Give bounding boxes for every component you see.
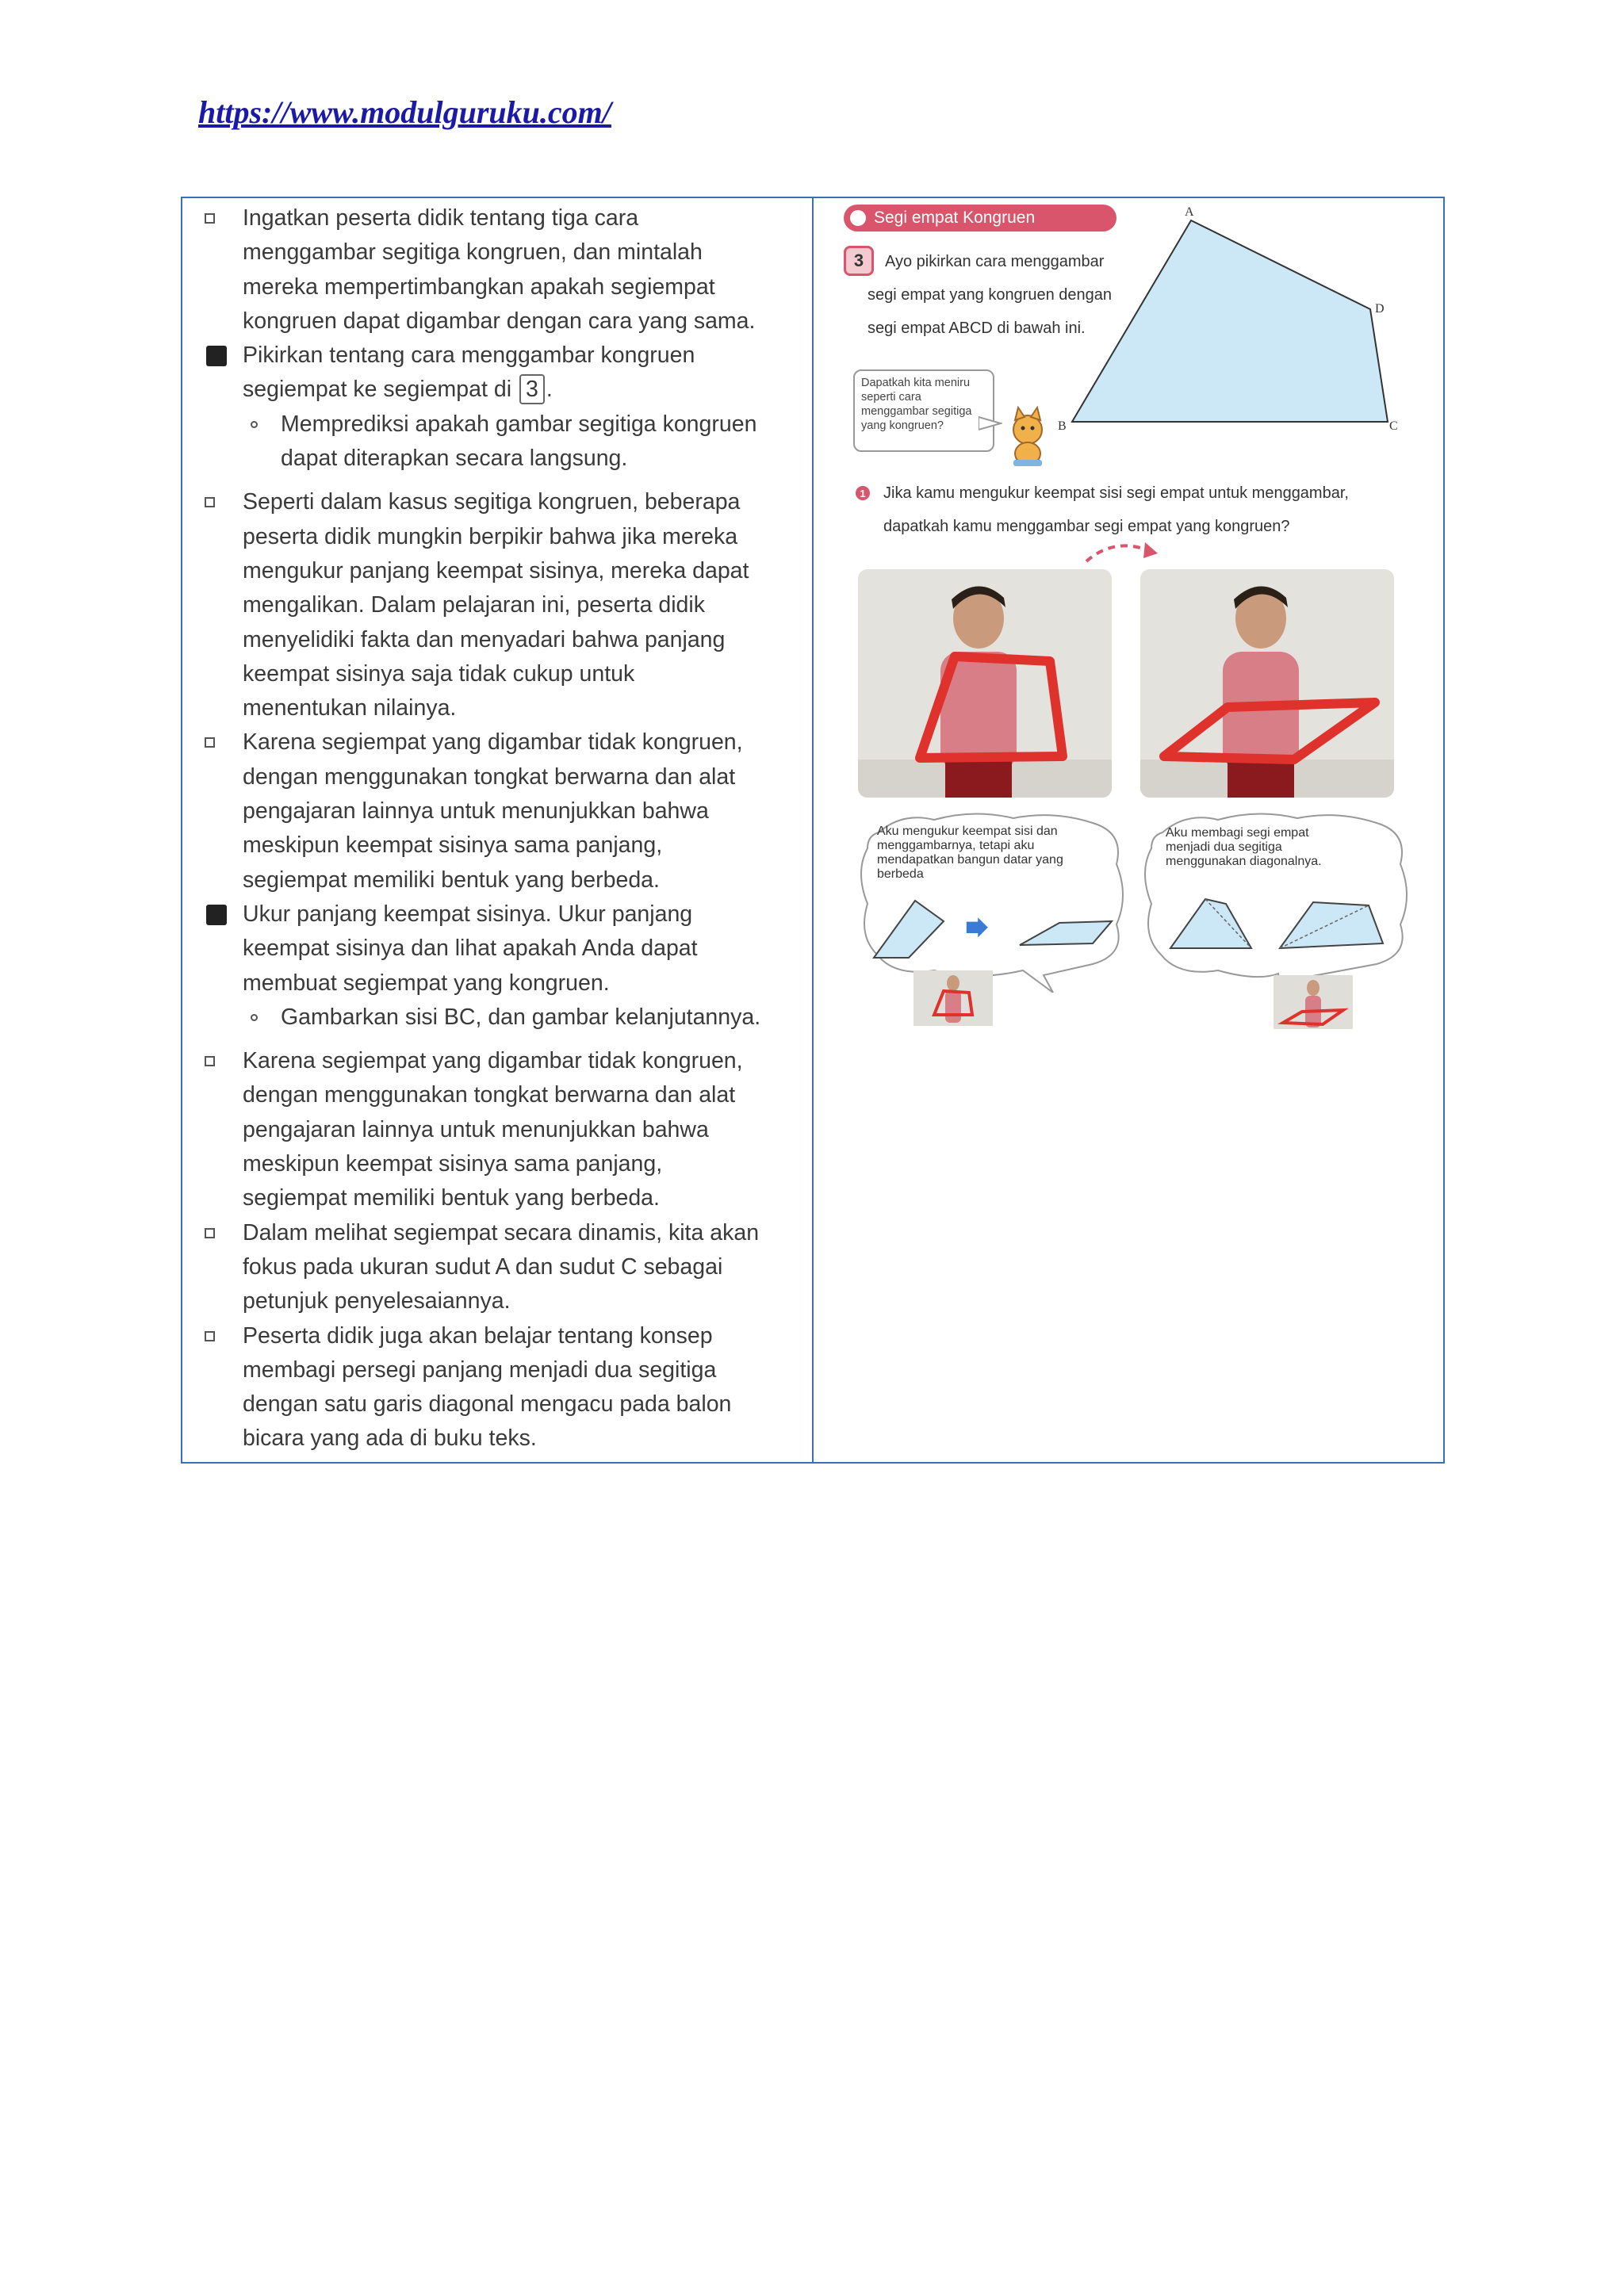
cloud-line: menggunakan diagonalnya. [1166,855,1322,868]
vertex-label-a: A [1185,205,1194,219]
student-photo-right [1140,569,1394,798]
note-item [203,1216,771,1319]
vertex-label-b: B [1058,419,1067,433]
student-with-quadrilateral-illustration [858,569,1112,798]
source-url-link[interactable]: https://www.modulguruku.com/ [198,94,611,130]
dashed-arrow-icon [1082,536,1161,568]
note-line: kongruen dapat digambar dengan cara yang sama. [243,308,756,334]
solid-square-bullet-icon [206,346,227,366]
solid-square-bullet-icon [206,905,227,925]
small-photo-left [914,970,993,1026]
bubble-line: Dapatkah kita meniru [861,377,971,389]
cat-speech-bubble [853,369,994,452]
cloud-line: menjadi dua segitiga [1166,840,1282,854]
cat-mascot-icon [996,404,1059,468]
note-line: Memprediksi apakah gambar segitiga kongruen [281,411,757,437]
note-line: Peserta didik juga akan belajar tentang konsep [243,1322,713,1349]
checkbox-bullet-icon [205,497,215,507]
small-photo-right [1274,975,1353,1029]
circle-bullet-icon [251,1014,258,1021]
cloud-left-text [877,825,1063,882]
note-item [203,1044,771,1215]
task-line: segi empat ABCD di bawah ini. [868,320,1086,337]
note-line: mengukur panjang keempat sisinya, mereka dapat [243,557,749,584]
question-number: 1 [860,488,866,499]
bubble-line: seperti cara [861,391,921,404]
note-item [203,485,771,725]
note-line: Seperti dalam kasus segitiga kongruen, beberapa [243,489,741,515]
section-title: Segi empat Kongruen [874,209,1036,227]
question-line: dapatkah kamu menggambar segi empat yang kongruen? [883,518,1290,535]
note-line: bicara yang ada di buku teks. [243,1425,537,1452]
note-line: Karena segiempat yang digambar tidak kongruen, [243,729,743,756]
note-line: dengan satu garis diagonal mengacu pada balon [243,1391,732,1418]
note-line: petunjuk penyelesaiannya. [243,1288,511,1314]
note-line: dengan menggunakan tongkat berwarna dan alat [243,1082,736,1108]
bubble-line: menggambar segitiga [861,405,972,418]
task-number-box: 3 [519,374,545,404]
bubble-line: yang kongruen? [861,419,944,432]
note-line: mereka mempertimbangkan apakah segiempat [243,274,715,300]
note-line: membuat segiempat yang kongruen. [243,970,610,996]
cloud-line: Aku membagi segi empat [1166,826,1309,840]
note-item [203,1319,771,1456]
note-line: Ukur panjang keempat sisinya. Ukur panjang [243,901,693,927]
student-photo-left [858,569,1112,798]
activity-item [203,897,771,1001]
note-line: peserta didik mungkin berpikir bahwa jika mereka [243,523,738,549]
small-student-illustration [1274,975,1353,1029]
note-line: Gambarkan sisi BC, dan gambar kelanjutannya. [281,1004,761,1030]
sub-item [203,1001,771,1035]
checkbox-bullet-icon [205,1228,215,1238]
bubble-tail [979,415,1002,431]
note-item [203,725,771,897]
small-student-illustration [914,970,993,1026]
sub-item [203,408,771,476]
note-line: menggambar segitiga kongruen, dan mintalah [243,239,703,266]
question-line: Jika kamu mengukur keempat sisi segi empat untuk menggambar, [883,484,1349,502]
note-line: Pikirkan tentang cara menggambar kongruen [243,342,695,369]
task-number-badge: 3 [844,246,874,276]
cloud-right-text [1166,826,1322,869]
cloud-line: mendapatkan bangun datar yang [877,853,1063,867]
checkbox-bullet-icon [205,213,215,224]
note-line: meskipun keempat sisinya sama panjang, [243,1151,663,1177]
note-line: mengalikan. Dalam pelajaran ini, peserta didik [243,592,705,618]
note-line: keempat sisinya dan lihat apakah Anda dapat [243,936,698,962]
checkbox-bullet-icon [205,1331,215,1341]
cloud-line: berbeda [877,867,924,881]
teacher-notes-column [203,201,771,1456]
pill-dot-icon [850,210,866,226]
note-line: segiempat memiliki bentuk yang berbeda. [243,867,660,893]
note-line: menyelidiki fakta dan menyadari bahwa panjang [243,626,726,652]
note-line: dengan menggunakan tongkat berwarna dan alat [243,763,736,790]
note-text: segiempat ke segiempat di [243,377,512,403]
vertex-label-c: C [1389,419,1398,433]
task-line: segi empat yang kongruen dengan [868,286,1113,304]
activity-item [203,339,771,408]
cloud-line: Aku mengukur keempat sisi dan [877,825,1058,838]
note-line: keempat sisinya saja tidak cukup untuk [243,660,635,687]
note-line: membagi persegi panjang menjadi dua segitiga [243,1357,717,1383]
quadrilateral-abcd-figure [1055,198,1404,436]
note-line: Ingatkan peserta didik tentang tiga cara [243,205,639,231]
note-line: meskipun keempat sisinya sama panjang, [243,832,663,859]
task-line: Ayo pikirkan cara menggambar [885,253,1105,270]
circle-bullet-icon [251,421,258,428]
note-item [203,201,771,339]
note-line: Karena segiempat yang digambar tidak kongruen, [243,1048,743,1074]
note-line: Dalam melihat segiempat secara dinamis, kita akan [243,1219,760,1246]
question-number-icon [855,485,871,501]
column-divider [812,197,814,1464]
note-line: segiempat memiliki bentuk yang berbeda. [243,1185,660,1211]
checkbox-bullet-icon [205,737,215,748]
note-line: dapat diterapkan secara langsung. [281,446,628,472]
student-with-parallelogram-illustration [1140,569,1394,798]
note-line: fokus pada ukuran sudut A dan sudut C sebagai [243,1253,723,1280]
note-line [243,373,771,407]
note-line: menentukan nilainya. [243,695,457,721]
vertex-label-d: D [1375,302,1385,316]
note-line: pengajaran lainnya untuk menunjukkan bahwa [243,798,709,825]
checkbox-bullet-icon [205,1056,215,1066]
note-punctuation: . [546,377,553,403]
note-line: pengajaran lainnya untuk menunjukkan bahwa [243,1116,709,1142]
quadrilateral-shape [1072,220,1388,422]
cloud-line: menggambarnya, tetapi aku [877,839,1035,852]
